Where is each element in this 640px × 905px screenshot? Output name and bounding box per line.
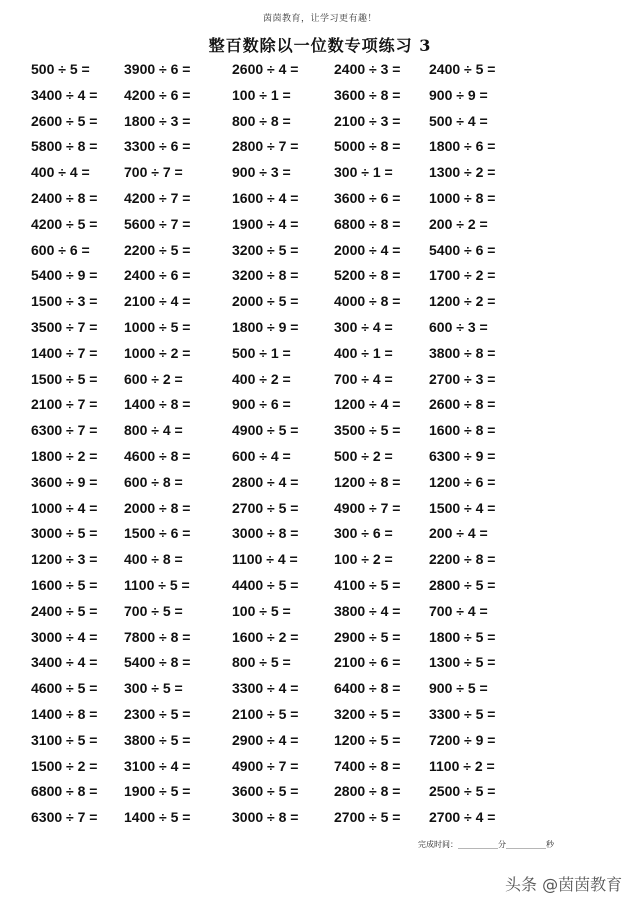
division-problem: 1600 ÷ 5 =	[31, 576, 98, 593]
division-problem: 4600 ÷ 8 =	[124, 447, 191, 464]
division-problem: 4100 ÷ 5 =	[334, 576, 401, 593]
division-problem: 300 ÷ 6 =	[334, 525, 393, 542]
division-problem: 2100 ÷ 7 =	[31, 396, 98, 413]
division-problem: 3200 ÷ 5 =	[334, 705, 401, 722]
division-problem: 300 ÷ 1 =	[334, 164, 393, 181]
division-problem: 6800 ÷ 8 =	[31, 783, 98, 800]
division-problem: 2200 ÷ 5 =	[124, 241, 191, 258]
division-problem: 2700 ÷ 5 =	[232, 499, 299, 516]
division-problem: 2400 ÷ 6 =	[124, 267, 191, 284]
division-problem: 100 ÷ 5 =	[232, 602, 291, 619]
division-problem: 800 ÷ 5 =	[232, 654, 291, 671]
division-problem: 1100 ÷ 2 =	[429, 757, 495, 774]
division-problem: 3300 ÷ 6 =	[124, 138, 191, 155]
division-problem: 1600 ÷ 8 =	[429, 422, 496, 439]
division-problem: 4200 ÷ 5 =	[31, 215, 98, 232]
division-problem: 5400 ÷ 6 =	[429, 241, 496, 258]
division-problem: 3000 ÷ 8 =	[232, 525, 299, 542]
division-problem: 700 ÷ 4 =	[334, 370, 393, 387]
division-problem: 1000 ÷ 4 =	[31, 499, 98, 516]
division-problem: 800 ÷ 4 =	[124, 422, 183, 439]
division-problem: 5200 ÷ 8 =	[334, 267, 401, 284]
division-problem: 300 ÷ 5 =	[124, 680, 183, 697]
division-problem: 400 ÷ 8 =	[124, 551, 183, 568]
problem-row	[0, 238, 640, 264]
division-problem: 6400 ÷ 8 =	[334, 680, 401, 697]
division-problem: 1800 ÷ 9 =	[232, 318, 299, 335]
division-problem: 1900 ÷ 5 =	[124, 783, 191, 800]
problem-row	[0, 496, 640, 522]
division-problem: 2200 ÷ 8 =	[429, 551, 496, 568]
problem-grid	[0, 57, 640, 831]
problem-row	[0, 573, 640, 599]
division-problem: 2500 ÷ 5 =	[429, 783, 496, 800]
division-problem: 1200 ÷ 2 =	[429, 293, 496, 310]
division-problem: 3800 ÷ 4 =	[334, 602, 401, 619]
division-problem: 1500 ÷ 4 =	[429, 499, 496, 516]
division-problem: 1300 ÷ 5 =	[429, 654, 496, 671]
division-problem: 2100 ÷ 5 =	[232, 705, 299, 722]
division-problem: 2800 ÷ 5 =	[429, 576, 496, 593]
problem-row	[0, 263, 640, 289]
division-problem: 100 ÷ 1 =	[232, 86, 291, 103]
division-problem: 3500 ÷ 5 =	[334, 422, 401, 439]
division-problem: 1800 ÷ 2 =	[31, 447, 98, 464]
division-problem: 700 ÷ 4 =	[429, 602, 488, 619]
division-problem: 3300 ÷ 5 =	[429, 705, 496, 722]
division-problem: 1000 ÷ 2 =	[124, 344, 191, 361]
division-problem: 1700 ÷ 2 =	[429, 267, 496, 284]
problem-row	[0, 625, 640, 651]
problem-row	[0, 392, 640, 418]
division-problem: 1200 ÷ 5 =	[334, 731, 401, 748]
division-problem: 2100 ÷ 3 =	[334, 112, 401, 129]
division-problem: 3800 ÷ 8 =	[429, 344, 496, 361]
problem-row	[0, 57, 640, 83]
division-problem: 7400 ÷ 8 =	[334, 757, 401, 774]
division-problem: 3100 ÷ 5 =	[31, 731, 98, 748]
division-problem: 2800 ÷ 7 =	[232, 138, 299, 155]
division-problem: 600 ÷ 8 =	[124, 473, 183, 490]
division-problem: 4200 ÷ 6 =	[124, 86, 191, 103]
division-problem: 400 ÷ 1 =	[334, 344, 393, 361]
division-problem: 2800 ÷ 4 =	[232, 473, 299, 490]
division-problem: 3200 ÷ 5 =	[232, 241, 299, 258]
division-problem: 600 ÷ 3 =	[429, 318, 488, 335]
division-problem: 900 ÷ 9 =	[429, 86, 488, 103]
division-problem: 400 ÷ 2 =	[232, 370, 291, 387]
problem-row	[0, 109, 640, 135]
problem-row	[0, 83, 640, 109]
division-problem: 3600 ÷ 6 =	[334, 189, 401, 206]
division-problem: 3000 ÷ 4 =	[31, 628, 98, 645]
division-problem: 1800 ÷ 3 =	[124, 112, 191, 129]
division-problem: 3400 ÷ 4 =	[31, 654, 98, 671]
division-problem: 7800 ÷ 8 =	[124, 628, 191, 645]
problem-row	[0, 676, 640, 702]
division-problem: 2100 ÷ 6 =	[334, 654, 401, 671]
division-problem: 1400 ÷ 8 =	[31, 705, 98, 722]
division-problem: 6300 ÷ 7 =	[31, 422, 98, 439]
division-problem: 2600 ÷ 5 =	[31, 112, 98, 129]
problem-row	[0, 547, 640, 573]
division-problem: 4900 ÷ 7 =	[334, 499, 401, 516]
problem-row	[0, 650, 640, 676]
division-problem: 200 ÷ 4 =	[429, 525, 488, 542]
completion-time-field: 完成时间：__________分__________秒	[418, 840, 554, 849]
page-header: 茵茵教育，让学习更有趣！	[262, 14, 377, 24]
division-problem: 900 ÷ 5 =	[429, 680, 488, 697]
division-problem: 3400 ÷ 4 =	[31, 86, 98, 103]
division-problem: 5800 ÷ 8 =	[31, 138, 98, 155]
division-problem: 2000 ÷ 5 =	[232, 293, 299, 310]
division-problem: 3500 ÷ 7 =	[31, 318, 98, 335]
division-problem: 1400 ÷ 5 =	[124, 809, 191, 826]
division-problem: 3900 ÷ 6 =	[124, 61, 191, 77]
division-problem: 5000 ÷ 8 =	[334, 138, 401, 155]
division-problem: 900 ÷ 3 =	[232, 164, 291, 181]
division-problem: 2800 ÷ 8 =	[334, 783, 401, 800]
problem-row	[0, 186, 640, 212]
division-problem: 2400 ÷ 3 =	[334, 61, 401, 77]
division-problem: 800 ÷ 8 =	[232, 112, 291, 129]
division-problem: 3100 ÷ 4 =	[124, 757, 191, 774]
division-problem: 2300 ÷ 5 =	[124, 705, 191, 722]
division-problem: 5600 ÷ 7 =	[124, 215, 191, 232]
division-problem: 2600 ÷ 8 =	[429, 396, 496, 413]
division-problem: 2900 ÷ 4 =	[232, 731, 299, 748]
division-problem: 2900 ÷ 5 =	[334, 628, 401, 645]
division-problem: 1800 ÷ 5 =	[429, 628, 496, 645]
division-problem: 600 ÷ 4 =	[232, 447, 291, 464]
division-problem: 600 ÷ 2 =	[124, 370, 183, 387]
division-problem: 3000 ÷ 5 =	[31, 525, 98, 542]
problem-row	[0, 160, 640, 186]
problem-row	[0, 444, 640, 470]
division-problem: 2000 ÷ 8 =	[124, 499, 191, 516]
problem-row	[0, 728, 640, 754]
division-problem: 1000 ÷ 5 =	[124, 318, 191, 335]
division-problem: 6300 ÷ 7 =	[31, 809, 98, 826]
division-problem: 2400 ÷ 8 =	[31, 189, 98, 206]
division-problem: 5400 ÷ 9 =	[31, 267, 98, 284]
division-problem: 700 ÷ 5 =	[124, 602, 183, 619]
division-problem: 4200 ÷ 7 =	[124, 189, 191, 206]
worksheet-title: 整百数除以一位数专项练习 3	[208, 36, 432, 55]
division-problem: 2400 ÷ 5 =	[31, 602, 98, 619]
problem-row	[0, 341, 640, 367]
division-problem: 1200 ÷ 3 =	[31, 551, 98, 568]
division-problem: 2000 ÷ 4 =	[334, 241, 401, 258]
division-problem: 5400 ÷ 8 =	[124, 654, 191, 671]
division-problem: 1200 ÷ 4 =	[334, 396, 401, 413]
problem-row	[0, 315, 640, 341]
division-problem: 4900 ÷ 5 =	[232, 422, 299, 439]
division-problem: 4600 ÷ 5 =	[31, 680, 98, 697]
division-problem: 1500 ÷ 3 =	[31, 293, 98, 310]
division-problem: 900 ÷ 6 =	[232, 396, 291, 413]
division-problem: 1900 ÷ 4 =	[232, 215, 299, 232]
problem-row	[0, 212, 640, 238]
division-problem: 2600 ÷ 4 =	[232, 61, 299, 77]
division-problem: 300 ÷ 4 =	[334, 318, 393, 335]
division-problem: 6300 ÷ 9 =	[429, 447, 496, 464]
division-problem: 1400 ÷ 8 =	[124, 396, 191, 413]
problem-row	[0, 779, 640, 805]
division-problem: 4900 ÷ 7 =	[232, 757, 299, 774]
source-watermark: 头条 @茵茵教育	[505, 875, 623, 894]
division-problem: 2700 ÷ 5 =	[334, 809, 401, 826]
problem-row	[0, 754, 640, 780]
division-problem: 200 ÷ 2 =	[429, 215, 488, 232]
problem-row	[0, 702, 640, 728]
division-problem: 2700 ÷ 3 =	[429, 370, 496, 387]
division-problem: 1100 ÷ 5 =	[124, 576, 190, 593]
division-problem: 500 ÷ 4 =	[429, 112, 488, 129]
division-problem: 600 ÷ 6 =	[31, 241, 90, 258]
division-problem: 1500 ÷ 2 =	[31, 757, 98, 774]
division-problem: 4000 ÷ 8 =	[334, 293, 401, 310]
division-problem: 1500 ÷ 6 =	[124, 525, 191, 542]
division-problem: 1500 ÷ 5 =	[31, 370, 98, 387]
division-problem: 700 ÷ 7 =	[124, 164, 183, 181]
division-problem: 1600 ÷ 2 =	[232, 628, 299, 645]
division-problem: 3200 ÷ 8 =	[232, 267, 299, 284]
division-problem: 1400 ÷ 7 =	[31, 344, 98, 361]
division-problem: 1800 ÷ 6 =	[429, 138, 496, 155]
division-problem: 2700 ÷ 4 =	[429, 809, 496, 826]
division-problem: 6800 ÷ 8 =	[334, 215, 401, 232]
problem-row	[0, 470, 640, 496]
division-problem: 3300 ÷ 4 =	[232, 680, 299, 697]
problem-row	[0, 418, 640, 444]
division-problem: 4400 ÷ 5 =	[232, 576, 299, 593]
division-problem: 500 ÷ 2 =	[334, 447, 393, 464]
division-problem: 3800 ÷ 5 =	[124, 731, 191, 748]
problem-row	[0, 367, 640, 393]
division-problem: 1300 ÷ 2 =	[429, 164, 496, 181]
division-problem: 1000 ÷ 8 =	[429, 189, 496, 206]
division-problem: 2100 ÷ 4 =	[124, 293, 191, 310]
division-problem: 1200 ÷ 6 =	[429, 473, 496, 490]
problem-row	[0, 289, 640, 315]
problem-row	[0, 521, 640, 547]
problem-row	[0, 805, 640, 831]
problem-row	[0, 599, 640, 625]
division-problem: 7200 ÷ 9 =	[429, 731, 496, 748]
division-problem: 1600 ÷ 4 =	[232, 189, 299, 206]
division-problem: 500 ÷ 5 =	[31, 61, 90, 77]
division-problem: 1200 ÷ 8 =	[334, 473, 401, 490]
division-problem: 3600 ÷ 9 =	[31, 473, 98, 490]
division-problem: 3600 ÷ 8 =	[334, 86, 401, 103]
division-problem: 3600 ÷ 5 =	[232, 783, 299, 800]
problem-row	[0, 134, 640, 160]
division-problem: 3000 ÷ 8 =	[232, 809, 299, 826]
division-problem: 1100 ÷ 4 =	[232, 551, 298, 568]
division-problem: 2400 ÷ 5 =	[429, 61, 496, 77]
division-problem: 500 ÷ 1 =	[232, 344, 291, 361]
division-problem: 100 ÷ 2 =	[334, 551, 393, 568]
division-problem: 400 ÷ 4 =	[31, 164, 90, 181]
